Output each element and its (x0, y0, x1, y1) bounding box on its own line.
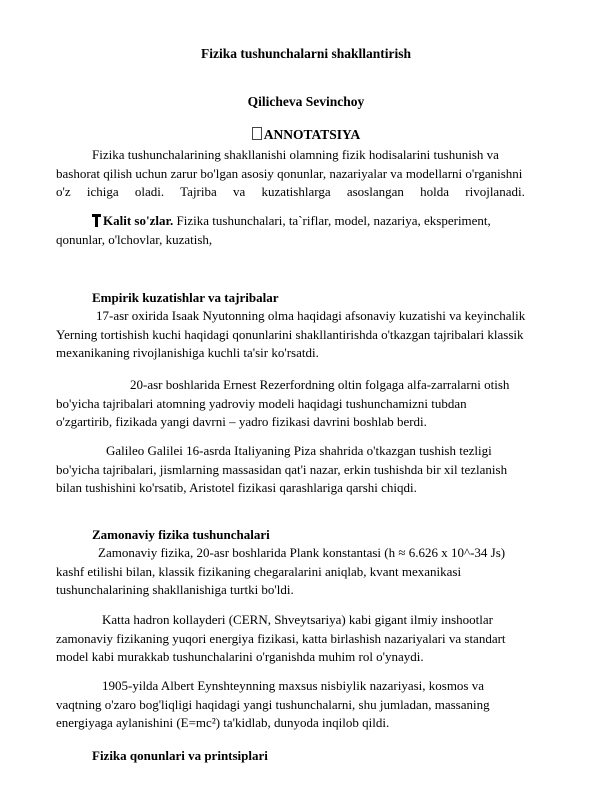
paragraph-line: 20-asr boshlarida Ernest Rezerfordning oltin folgaga alfa-zarralarni otish (130, 377, 510, 392)
paper-title: Fizika tushunchalarni shakllantirish (200, 46, 412, 61)
section-heading-empirical: Empirik kuzatishlar va tajribalar (92, 290, 279, 305)
paragraph-line: zamonaviy fizikaning yuqori energiya fizikasi, katta birlashish nazariyalari va standart (56, 630, 506, 646)
paragraph-line: model kabi murakkab tushunchalarini o'rganishda muhim rol o'ynaydi. (56, 649, 424, 664)
paragraph-planck (56, 544, 558, 600)
missing-glyph-icon (252, 127, 262, 140)
paragraph-line: 17-asr oxirida Isaak Nyutonning olma haqidagi afsonaviy kuzatishi va keyinchalik (96, 308, 526, 323)
paragraph-line: Katta hadron kollayderi (CERN, Shveytsariya) kabi gigant ilmiy inshootlar (102, 612, 494, 627)
paragraph-line: tushunchalarining shakllanishiga turtki bo'ldi. (56, 582, 294, 597)
keywords-text: Fizika tushunchalari, ta`riflar, model, nazariya, eksperiment, (176, 213, 491, 228)
paragraph-rutherford (56, 376, 558, 432)
paragraph-line: Fizika tushunchalarining shakllanishi olamning fizik hodisalarini tushunish va (92, 147, 499, 162)
paragraph-line: o'zgartirib, fizikada yangi davrni – yadro fizikasi davrini boshlab berdi. (56, 414, 427, 429)
section-heading-laws: Fizika qonunlari va printsiplari (92, 748, 268, 763)
paragraph-line: o'z ichiga oladi. Tajriba va kuzatishlarga asoslangan holda rivojlanadi. (56, 184, 525, 199)
key-icon (92, 214, 101, 227)
paragraph-collider (56, 611, 558, 667)
section-heading-modern: Zamonaviy fizika tushunchalari (92, 527, 270, 542)
paragraph-newton (56, 307, 558, 363)
keywords-label: Kalit so'zlar. (103, 213, 174, 228)
author-name: Qilicheva Sevinchoy (247, 94, 365, 109)
annotation-heading (0, 127, 612, 143)
keywords-paragraph (56, 212, 558, 249)
paragraph-line: 1905-yilda Albert Eynshteynning maxsus nisbiylik nazariyasi, kosmos va (102, 678, 485, 693)
paragraph-line: Yerning tortishish kuchi haqidagi qonunlarini shakllantirishda o'tkazgan tajribalari klassik (56, 326, 524, 342)
paragraph-einstein (56, 677, 558, 733)
paragraph-line: vaqtning o'zaro bog'liqligi haqidagi yangi tushunchalarni, shu jumladan, massaning (56, 696, 490, 712)
paragraph-galileo (56, 442, 558, 498)
paragraph-line: qonunlar, o'lchovlar, kuzatish, (56, 231, 213, 247)
paragraph-line: bashorat qilish uchun zarur bo'lgan asosiy qonunlar, nazariyalar va modellarni o'rganishni (56, 165, 523, 181)
annotation-heading-text: ANNOTATSIYA (263, 127, 361, 142)
paragraph-line: bilan tushishini ko'rsatib, Aristotel fizikasi qarashlariga qarshi chiqdi. (56, 480, 417, 495)
paragraph-line: kashf etilishi bilan, klassik fizikaning chegaralarini aniqlab, kvant mexanikasi (56, 563, 462, 579)
paragraph-line: Zamonaviy fizika, 20-asr boshlarida Plank konstantasi (h ≈ 6.626 x 10^-34 Js) (98, 545, 506, 560)
paragraph-line: Galileo Galilei 16-asrda Italiyaning Piza shahrida o'tkazgan tushish tezligi (106, 443, 492, 458)
paragraph-line: bo'yicha tajribalari, jismlarning massasidan qat'i nazar, erkin tushishda bir xil tezlanish (56, 461, 508, 477)
annotation-paragraph (56, 146, 558, 202)
paragraph-line: mexanikaning rivojlanishiga kuchli ta'sir ko'rsatdi. (56, 345, 319, 360)
paragraph-line: energiyaga aylanishini (E=mc²) ta'kidlab, dunyoda inqilob qildi. (56, 715, 390, 730)
paragraph-line: bo'yicha tajribalari atomning yadroviy modeli haqidagi tushunchamizni tubdan (56, 395, 467, 411)
